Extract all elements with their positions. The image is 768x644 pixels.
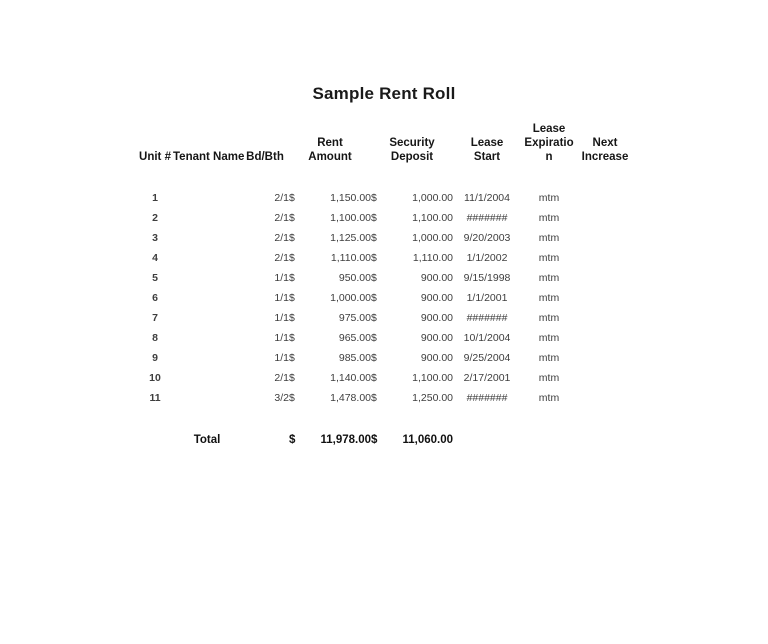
cell-lease-expiration: mtm bbox=[538, 292, 560, 304]
cell-security-deposit: 900.00 bbox=[420, 332, 454, 344]
total-next-increase-cell bbox=[577, 430, 633, 450]
cell-rent-currency: $ bbox=[289, 332, 295, 344]
cell-rent-amount: 965.00 bbox=[338, 332, 371, 344]
cell-lease-start: 9/25/2004 bbox=[463, 352, 511, 364]
column-header-lease-start-line2: Start bbox=[473, 151, 501, 163]
total-lease-expiration-cell bbox=[521, 430, 577, 450]
cell-lease-start: 9/15/1998 bbox=[463, 272, 511, 284]
cell-security-deposit: 1,110.00 bbox=[412, 252, 454, 264]
cell-tenant-name bbox=[173, 288, 241, 308]
cell-bd-bth: 1/1 bbox=[274, 352, 289, 364]
cell-unit: 6 bbox=[152, 292, 158, 304]
body-total-spacer bbox=[137, 408, 633, 430]
cell-tenant-name bbox=[173, 388, 241, 408]
cell-bd-bth: 2/1 bbox=[274, 212, 289, 224]
column-header-tenant-name bbox=[173, 118, 245, 166]
table-row bbox=[137, 388, 633, 408]
cell-rent-amount: 975.00 bbox=[338, 312, 371, 324]
cell-next-increase bbox=[577, 368, 633, 388]
total-row bbox=[137, 430, 633, 450]
cell-bd-bth: 2/1 bbox=[274, 252, 289, 264]
cell-security-deposit: 900.00 bbox=[420, 272, 454, 284]
cell-rent-currency: $ bbox=[289, 392, 295, 404]
cell-lease-expiration: mtm bbox=[538, 312, 560, 324]
cell-next-increase bbox=[577, 188, 633, 208]
cell-rent-amount: 1,110.00 bbox=[330, 252, 371, 264]
cell-unit: 3 bbox=[152, 232, 158, 244]
cell-deposit-currency: $ bbox=[371, 192, 377, 204]
cell-bd-bth: 3/2 bbox=[274, 392, 289, 404]
cell-deposit-currency: $ bbox=[371, 392, 377, 404]
cell-bd-bth: 1/1 bbox=[274, 292, 289, 304]
cell-rent-amount: 1,100.00 bbox=[330, 212, 371, 224]
cell-deposit-currency: $ bbox=[371, 352, 377, 364]
rent-roll-sheet bbox=[137, 118, 633, 450]
cell-security-deposit: 1,100.00 bbox=[412, 212, 454, 224]
cell-rent-currency: $ bbox=[289, 232, 295, 244]
cell-tenant-name bbox=[173, 328, 241, 348]
cell-unit: 7 bbox=[152, 312, 158, 324]
cell-unit: 8 bbox=[152, 332, 158, 344]
cell-security-deposit: 900.00 bbox=[420, 352, 454, 364]
cell-deposit-currency: $ bbox=[371, 212, 377, 224]
page-title: Sample Rent Roll bbox=[312, 84, 456, 103]
table-row bbox=[137, 208, 633, 228]
cell-rent-currency: $ bbox=[289, 192, 295, 204]
cell-rent-currency: $ bbox=[289, 272, 295, 284]
cell-rent-currency: $ bbox=[289, 352, 295, 364]
cell-next-increase bbox=[577, 308, 633, 328]
cell-bd-bth: 1/1 bbox=[274, 272, 289, 284]
cell-rent-amount: 1,150.00 bbox=[330, 192, 371, 204]
cell-deposit-currency: $ bbox=[371, 232, 377, 244]
cell-tenant-name bbox=[173, 208, 241, 228]
cell-next-increase bbox=[577, 288, 633, 308]
cell-tenant-name bbox=[173, 348, 241, 368]
table-row bbox=[137, 368, 633, 388]
cell-unit: 11 bbox=[149, 392, 161, 404]
cell-bd-bth: 2/1 bbox=[274, 192, 289, 204]
cell-security-deposit: 1,100.00 bbox=[412, 372, 454, 384]
cell-next-increase bbox=[577, 388, 633, 408]
cell-rent-amount: 985.00 bbox=[338, 352, 371, 364]
cell-deposit-currency: $ bbox=[371, 252, 377, 264]
cell-rent-currency: $ bbox=[289, 252, 295, 264]
table-header-row bbox=[137, 118, 633, 166]
column-header-rent-amount-line1: Rent bbox=[317, 137, 343, 149]
cell-tenant-name bbox=[173, 268, 241, 288]
cell-rent-amount: 1,125.00 bbox=[330, 232, 371, 244]
cell-deposit-currency: $ bbox=[371, 332, 377, 344]
cell-lease-start: 10/1/2004 bbox=[463, 332, 511, 344]
cell-deposit-currency: $ bbox=[371, 272, 377, 284]
cell-tenant-name bbox=[173, 368, 241, 388]
table-row bbox=[137, 248, 633, 268]
column-header-unit bbox=[137, 118, 173, 166]
cell-lease-start: ####### bbox=[466, 392, 508, 404]
column-header-next-increase-line2: Increase bbox=[581, 151, 629, 163]
cell-next-increase bbox=[577, 208, 633, 228]
column-header-bd-bth-label: Bd/Bth bbox=[246, 151, 284, 163]
cell-lease-start: ####### bbox=[466, 312, 508, 324]
cell-rent-currency: $ bbox=[289, 372, 295, 384]
cell-lease-expiration: mtm bbox=[538, 212, 560, 224]
total-label: Total bbox=[193, 434, 221, 446]
total-lease-start-cell bbox=[453, 430, 521, 450]
table-row bbox=[137, 288, 633, 308]
table-row bbox=[137, 308, 633, 328]
total-unit-cell bbox=[137, 430, 173, 450]
total-deposit-currency: $ bbox=[371, 434, 378, 446]
cell-bd-bth: 2/1 bbox=[274, 372, 289, 384]
cell-tenant-name bbox=[173, 188, 241, 208]
cell-unit: 10 bbox=[149, 372, 161, 384]
cell-lease-expiration: mtm bbox=[538, 372, 560, 384]
cell-lease-expiration: mtm bbox=[538, 332, 560, 344]
cell-security-deposit: 1,000.00 bbox=[412, 192, 454, 204]
spacer-cell bbox=[137, 408, 633, 430]
cell-rent-amount: 950.00 bbox=[338, 272, 371, 284]
cell-deposit-currency: $ bbox=[371, 312, 377, 324]
cell-deposit-currency: $ bbox=[371, 372, 377, 384]
cell-unit: 1 bbox=[152, 192, 158, 204]
rent-roll-table bbox=[137, 118, 633, 450]
total-bd-bth-cell bbox=[241, 430, 289, 450]
column-header-security-deposit-line2: Deposit bbox=[390, 151, 434, 163]
cell-security-deposit: 900.00 bbox=[420, 312, 454, 324]
cell-next-increase bbox=[577, 228, 633, 248]
column-header-lease-expiration-line3: n bbox=[545, 151, 553, 163]
column-header-lease-start-line1: Lease bbox=[470, 137, 504, 149]
cell-lease-expiration: mtm bbox=[538, 252, 560, 264]
cell-lease-expiration: mtm bbox=[538, 192, 560, 204]
cell-tenant-name bbox=[173, 228, 241, 248]
cell-lease-start: ####### bbox=[466, 212, 508, 224]
cell-rent-amount: 1,000.00 bbox=[330, 292, 371, 304]
cell-bd-bth: 2/1 bbox=[274, 232, 289, 244]
cell-lease-expiration: mtm bbox=[538, 392, 560, 404]
cell-next-increase bbox=[577, 328, 633, 348]
cell-security-deposit: 1,250.00 bbox=[412, 392, 454, 404]
cell-security-deposit: 1,000.00 bbox=[412, 232, 454, 244]
table-row bbox=[137, 228, 633, 248]
total-security-deposit: 11,060.00 bbox=[402, 434, 454, 446]
column-header-unit-label: Unit # bbox=[139, 151, 171, 163]
cell-rent-currency: $ bbox=[289, 292, 295, 304]
cell-tenant-name bbox=[173, 308, 241, 328]
table-row bbox=[137, 268, 633, 288]
column-header-security-deposit bbox=[371, 118, 453, 166]
spacer-cell bbox=[137, 166, 633, 188]
cell-lease-start: 1/1/2001 bbox=[466, 292, 508, 304]
cell-next-increase bbox=[577, 248, 633, 268]
column-header-lease-expiration-line2: Expiratio bbox=[524, 137, 574, 149]
cell-bd-bth: 1/1 bbox=[274, 332, 289, 344]
cell-unit: 5 bbox=[152, 272, 158, 284]
cell-rent-currency: $ bbox=[289, 312, 295, 324]
cell-security-deposit: 900.00 bbox=[420, 292, 454, 304]
cell-lease-expiration: mtm bbox=[538, 272, 560, 284]
column-header-lease-start bbox=[453, 118, 521, 166]
total-rent-amount: 11,978.00 bbox=[320, 434, 371, 446]
column-header-bd-bth bbox=[241, 118, 289, 166]
cell-unit: 4 bbox=[152, 252, 158, 264]
cell-rent-currency: $ bbox=[289, 212, 295, 224]
column-header-tenant-name-label: Tenant Name bbox=[173, 151, 245, 163]
cell-next-increase bbox=[577, 268, 633, 288]
cell-tenant-name bbox=[173, 248, 241, 268]
total-rent-currency: $ bbox=[289, 434, 296, 446]
cell-rent-amount: 1,478.00 bbox=[330, 392, 371, 404]
cell-lease-expiration: mtm bbox=[538, 232, 560, 244]
cell-deposit-currency: $ bbox=[371, 292, 377, 304]
table-row bbox=[137, 328, 633, 348]
column-header-lease-expiration bbox=[521, 118, 577, 166]
table-row bbox=[137, 348, 633, 368]
column-header-next-increase-line1: Next bbox=[592, 137, 618, 149]
column-header-next-increase bbox=[577, 118, 633, 166]
cell-lease-start: 9/20/2003 bbox=[463, 232, 511, 244]
column-header-security-deposit-line1: Security bbox=[389, 137, 435, 149]
column-header-rent-amount bbox=[289, 118, 371, 166]
cell-lease-start: 11/1/2004 bbox=[464, 192, 510, 204]
header-body-spacer bbox=[137, 166, 633, 188]
cell-lease-start: 1/1/2002 bbox=[466, 252, 508, 264]
cell-next-increase bbox=[577, 348, 633, 368]
cell-bd-bth: 1/1 bbox=[274, 312, 289, 324]
cell-unit: 9 bbox=[152, 352, 158, 364]
column-header-lease-expiration-line1: Lease bbox=[532, 123, 566, 135]
cell-lease-expiration: mtm bbox=[538, 352, 560, 364]
cell-lease-start: 2/17/2001 bbox=[463, 372, 511, 384]
cell-unit: 2 bbox=[152, 212, 158, 224]
table-row bbox=[137, 188, 633, 208]
column-header-rent-amount-line2: Amount bbox=[308, 151, 352, 163]
cell-rent-amount: 1,140.00 bbox=[330, 372, 371, 384]
